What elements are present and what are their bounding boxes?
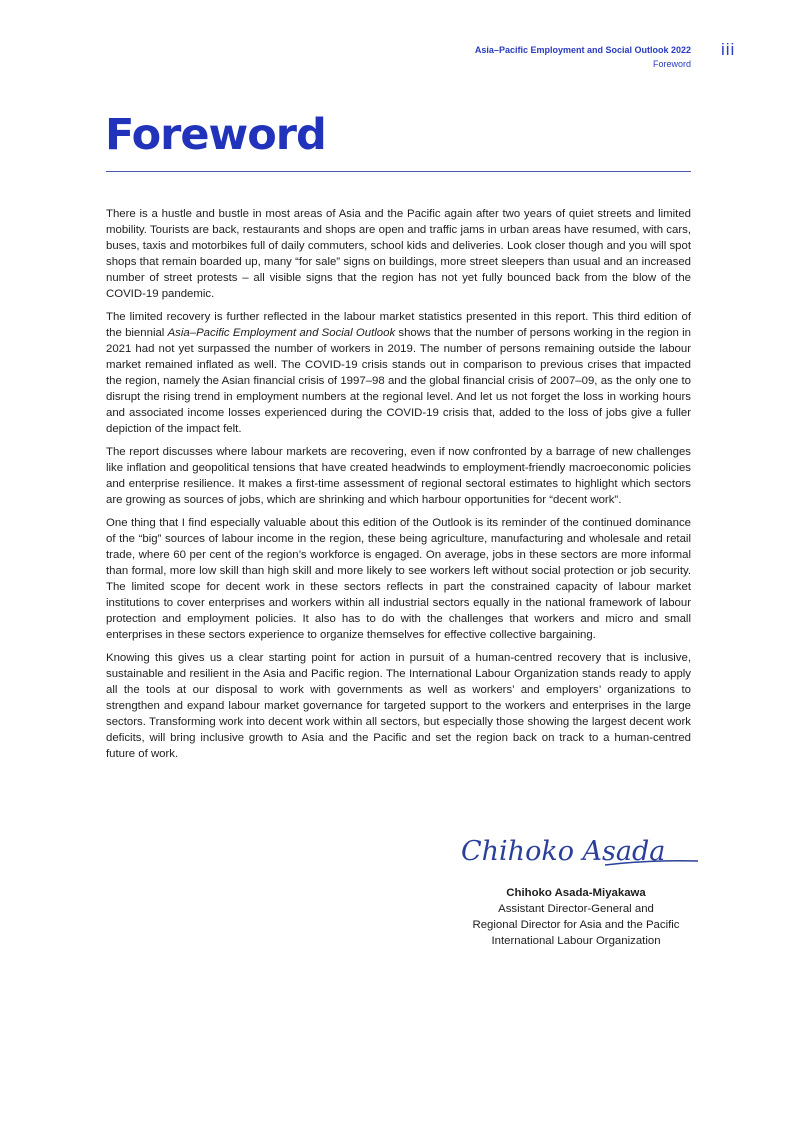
signatory-name: Chihoko Asada-Miyakawa [506, 887, 646, 899]
handwritten-signature [455, 822, 700, 877]
signatory-block [461, 885, 691, 949]
report-title-italic: Asia–Pacific Employment and Social Outlook [167, 327, 396, 339]
page-title: Foreword [105, 110, 326, 160]
paragraph-2-text-start: The limited recovery is further reflected in the labour market statistics presented in this report. This third edition of the biennial [106, 311, 691, 339]
paragraph-2 [106, 309, 691, 437]
running-header-title: Asia–Pacific Employment and Social Outlook 2022 [474, 45, 691, 55]
signature-script: Chihoko Asada [461, 836, 666, 867]
signatory-title-line-2: Regional Director for Asia and the Pacific [472, 919, 680, 931]
paragraph-4: One thing that I find especially valuable about this edition of the Outlook is its reminder of the continued dominance of the “big” sources of labour income in the region, these being agriculture, manufacturing and wholesale and retail trade, where 60 per cent of the region’s workforce is engaged. On average, jobs in these sectors are more informal than formal, more low skill than high skill and more likely to see workers left without social protection or job security. The limited scope for decent work in these sectors reflects in part the constrained capacity of labour market institutions to cover enterprises and workers within all industrial sectors equally in the national framework of labour protection and employment policies. It also has to do with the challenges that workers and micro and small enterprises in these sectors experience to organize themselves for effective collective bargaining. [106, 517, 691, 641]
paragraph-1: There is a hustle and bustle in most areas of Asia and the Pacific again after two years of quiet streets and limited mobility. Tourists are back, restaurants and shops are open and traffic jams in urban areas have resumed, with cars, buses, taxis and motorbikes full of daily commuters, school kids and deliveries. Look closer though and you will spot shops that remain boarded up, many “for sale” signs on buildings, more street sleepers than usual and an increased number of street protests – all visible signs that the region has not yet fully bounced back from the blow of the COVID-19 pandemic. [106, 208, 691, 300]
paragraph-2-text-end: shows that the number of persons working in the region in 2021 had not yet surpassed the number of workers in 2019. The number of persons remaining outside the labour market remained inflated as well. The COVID-19 crisis stands out in comparison to previous crises that impacted the region, namely the Asian financial crisis of 1997–98 and the global financial crisis of 2007–09, as the only one to disrupt the rising trend in employment numbers at the regional level. And let us not forget the loss in working hours and associated income losses experienced during the COVID-19 crisis that, added to the loss of jobs give a fuller depiction of the impact felt. [106, 327, 691, 435]
body-text [106, 206, 691, 769]
page-number: iii [721, 40, 736, 59]
paragraph-3: The report discusses where labour markets are recovering, even if now confronted by a barrage of new challenges like inflation and geopolitical tensions that have created headwinds to employment-friendly macroeconomic policies and enterprise resilience. It makes a first-time assessment of regional sectoral estimates to highlight which sectors are growing as sources of jobs, which are shrinking and which harbour opportunities for “decent work”. [106, 446, 691, 506]
signatory-title-line-1: Assistant Director-General and [498, 903, 654, 915]
signature-image [455, 822, 700, 877]
running-header-section: Foreword [652, 59, 691, 69]
signatory-organization: International Labour Organization [491, 935, 661, 947]
running-header [475, 43, 691, 71]
heading-divider [106, 171, 691, 172]
paragraph-5: Knowing this gives us a clear starting point for action in pursuit of a human-centred recovery that is inclusive, sustainable and resilient in the Asia and Pacific region. The International Labour Organization stands ready to apply all the tools at our disposal to work with governments as well as workers’ and employers’ organizations to strengthen and expand labour market governance for targeted support to the workers and enterprises in the large sectors. Transforming work into decent work within all sectors, but especially those showing the largest decent work deficits, will bring inclusive growth to Asia and the Pacific and set the region back on track to a human-centred future of work. [106, 652, 691, 760]
